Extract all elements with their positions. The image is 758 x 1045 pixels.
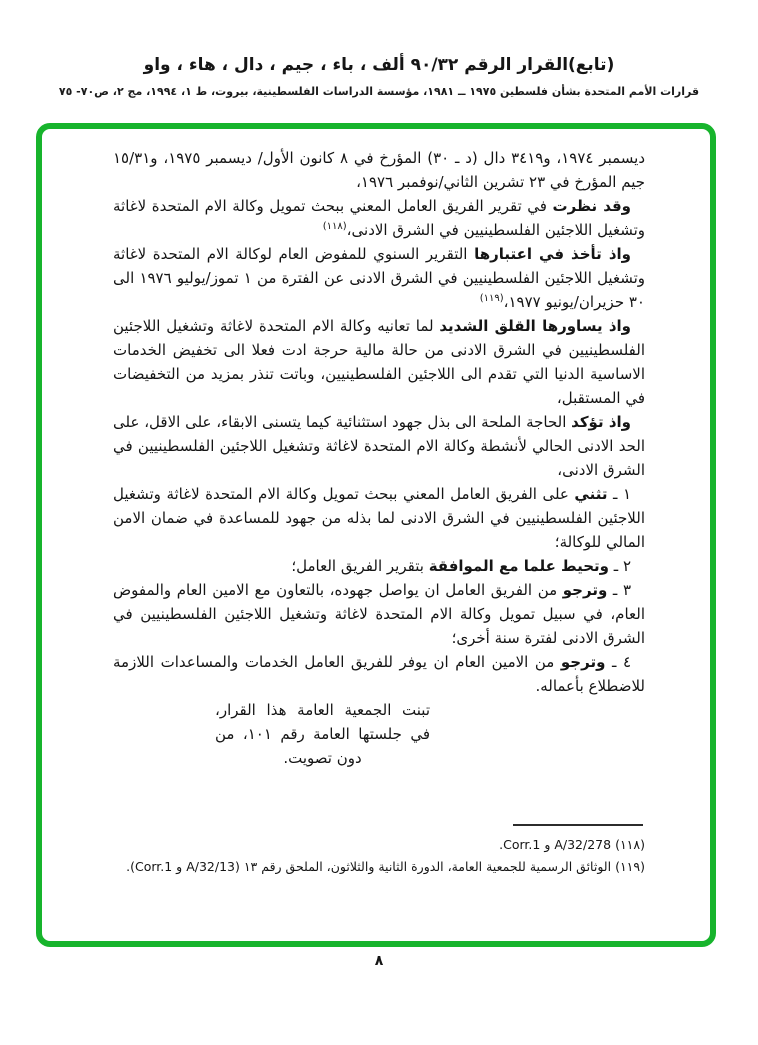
operative-clause-1: ١ ـ تثني على الفريق العامل المعني ببحث تمويل وكالة الام المتحدة لاغاثة وتشغيل اللاجئين الفلسطينيين في الشرق الادنى لما بذله من جهود للمساعدة في ضمان الامن المالي للوكالة؛ (113, 485, 645, 551)
footnote-ref: (١١٩) (479, 293, 504, 304)
paragraph-continuation: ديسمبر ١٩٧٤، و٣٤١٩ دال (د ـ ٣٠) المؤرخ في ٨ كانون الأول/ ديسمبر ١٩٧٥، و١٥/٣١ جيم المؤرخ في ٢٣ تشرين الثاني/نوفمبر ١٩٧٦، (113, 149, 646, 191)
footnote-text: الوثائق الرسمية للجمعية العامة، الدورة الثانية والثلاثون، الملحق رقم ١٣ (A/32/13 و Corr.1). (126, 858, 612, 874)
clause-number: ٢ ـ (609, 557, 631, 575)
operative-clause-2: ٢ ـ وتحيط علما مع الموافقة بتقرير الفريق العامل؛ (291, 557, 631, 575)
footnote-label: (١١٨) (615, 837, 645, 852)
preambular-clause: واذ تؤكد الحاجة الملحة الى بذل جهود استثنائية كيما يتسنى الابقاء، على الاقل، على الحد الادنى الحالي لأنشطة وكالة الام المتحدة لاغاثة وتشغيل اللاجئين الفلسطينيين في الشرق الادنى، (113, 413, 645, 479)
clause-number: ٣ ـ (607, 581, 631, 599)
preambular-clause: واذ يساورها القلق الشديد لما تعانيه وكالة الام المتحدة لاغاثة وتشغيل اللاجئين الفلسطينيين في الشرق الادنى من حالة مالية حرجة ادت فعلا الى تخفيض الخدمات الاساسية الدنيا التي تقدم الى اللاجئين الفلسطينيين، وباتت تنذر بمزيد من التخفيضات في المستقبل، (113, 317, 645, 407)
footnote-text: A/32/278 و Corr.1. (499, 837, 612, 852)
footnote-118 (113, 834, 645, 856)
resolution-title: (تابع)القرار الرقم ٩٠/٣٢ ألف ، باء ، جيم ، دال ، هاء ، واو (143, 55, 615, 75)
footnote-119 (113, 856, 645, 878)
page-header (0, 0, 758, 98)
footnote-divider (513, 824, 643, 826)
footnotes-section (113, 824, 645, 877)
resolution-body (113, 146, 645, 770)
operative-clause-4: ٤ ـ وترجو من الامين العام ان يوفر للفريق العامل الخدمات والمساعدات اللازمة للاضطلاع بأعماله. (113, 653, 645, 695)
adoption-note: تبنت الجمعية العامة هذا القرار، في جلستها العامة رقم ١٠١، من دون تصويت. (215, 701, 430, 767)
preambular-clause: واذ تأخذ في اعتبارها التقرير السنوي للمفوض العام لوكالة الام المتحدة لاغاثة وتشغيل اللاجئين الفلسطينيين في الشرق الادنى عن الفترة من ١ تموز/يوليو ١٩٧٦ الى ٣٠ حزيران/يونيو ١٩٧٧،$^{(١١٩)}$ (113, 245, 645, 311)
footnote-ref: (١١٨) (322, 221, 347, 232)
clause-number: ١ ـ (607, 485, 631, 503)
clause-number: ٤ ـ (605, 653, 631, 671)
preambular-clause: وقد نظرت في تقرير الفريق العامل المعني ببحث تمويل وكالة الام المتحدة لاغاثة وتشغيل اللاجئين الفلسطينيين في الشرق الادنى،$^{(١١٨)}$ (113, 197, 645, 239)
footnote-label: (١١٩) (615, 858, 645, 874)
source-citation-line: قرارات الأمم المتحدة بشأن فلسطين ١٩٧٥ ــ ١٩٨١، مؤسسة الدراسات الفلسطينية، بيروت، ط ١، ١٩٩٤، مج ٢، ص٧٠- ٧٥ (58, 85, 700, 98)
page-number: ٨ (374, 953, 384, 969)
operative-clause-3: ٣ ـ وترجو من الفريق العامل ان يواصل جهوده، بالتعاون مع الامين العام والمفوض العام، في سبيل تمويل وكالة الام المتحدة لاغاثة وتشغيل اللاجئين الفلسطينيين في الشرق الادنى لفترة سنة أخرى؛ (113, 581, 645, 647)
